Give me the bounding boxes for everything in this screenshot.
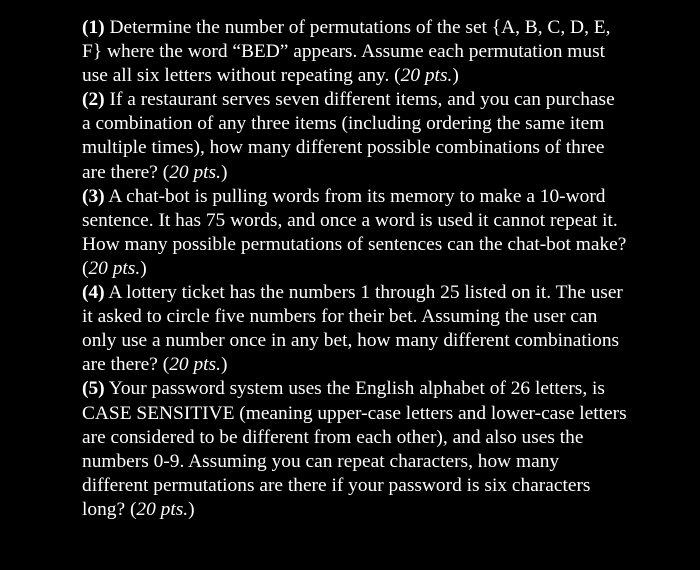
question-text: If a restaurant serves seven different items, and you can purchase a combination of any three items (including ordering the same item multiple times), how many different possible combinations of three are there?	[82, 89, 615, 183]
question-number: (2)	[82, 89, 105, 111]
question-4	[82, 281, 627, 377]
question-number: (4)	[82, 282, 105, 304]
points-close: )	[140, 257, 147, 279]
points-close: )	[220, 354, 228, 376]
question-1	[82, 16, 627, 88]
question-2	[82, 88, 627, 184]
question-points: 20 pts.	[169, 161, 221, 183]
points-open: (	[162, 161, 170, 183]
question-text: A lottery ticket has the numbers 1 through 25 listed on it. The user it asked to circle five numbers for their bet. Assuming the user can only use a number once in any bet, how many different combinations are there?	[82, 282, 623, 376]
question-points: 20 pts.	[88, 257, 141, 279]
question-points: 20 pts.	[169, 354, 221, 376]
question-number: (1)	[82, 17, 105, 38]
question-points: 20 pts.	[136, 498, 189, 520]
points-open: (	[129, 498, 137, 520]
question-text: Your password system uses the English alphabet of 26 letters, is CASE SENSITIVE (meaning upper-case letters and lower-case letters are considered to be different from each other), and also uses the numbers 0-9. Assuming you can repeat characters, how many different permutations are there if your password is six characters long?	[82, 378, 627, 520]
question-text: Determine the number of permutations of the set {A, B, C, D, E, F} where the word “BED” appears. Assume each permutation must use all six letters without repeating any.	[82, 17, 611, 87]
question-3	[82, 185, 627, 281]
points-open: (	[82, 257, 89, 279]
points-close: )	[188, 498, 195, 520]
question-5	[82, 377, 627, 522]
question-points: 20 pts.	[400, 65, 453, 87]
question-list	[82, 16, 627, 522]
points-open: (	[394, 65, 401, 87]
question-text: A chat-bot is pulling words from its memory to make a 10-word sentence. It has 75 words, and once a word is used it cannot repeat it. How many possible permutations of sentences can the chat-bot make?	[82, 185, 627, 255]
question-number: (5)	[82, 378, 105, 400]
points-close: )	[452, 65, 459, 87]
points-open: (	[162, 354, 170, 376]
question-number: (3)	[82, 185, 105, 207]
points-close: )	[220, 161, 228, 183]
